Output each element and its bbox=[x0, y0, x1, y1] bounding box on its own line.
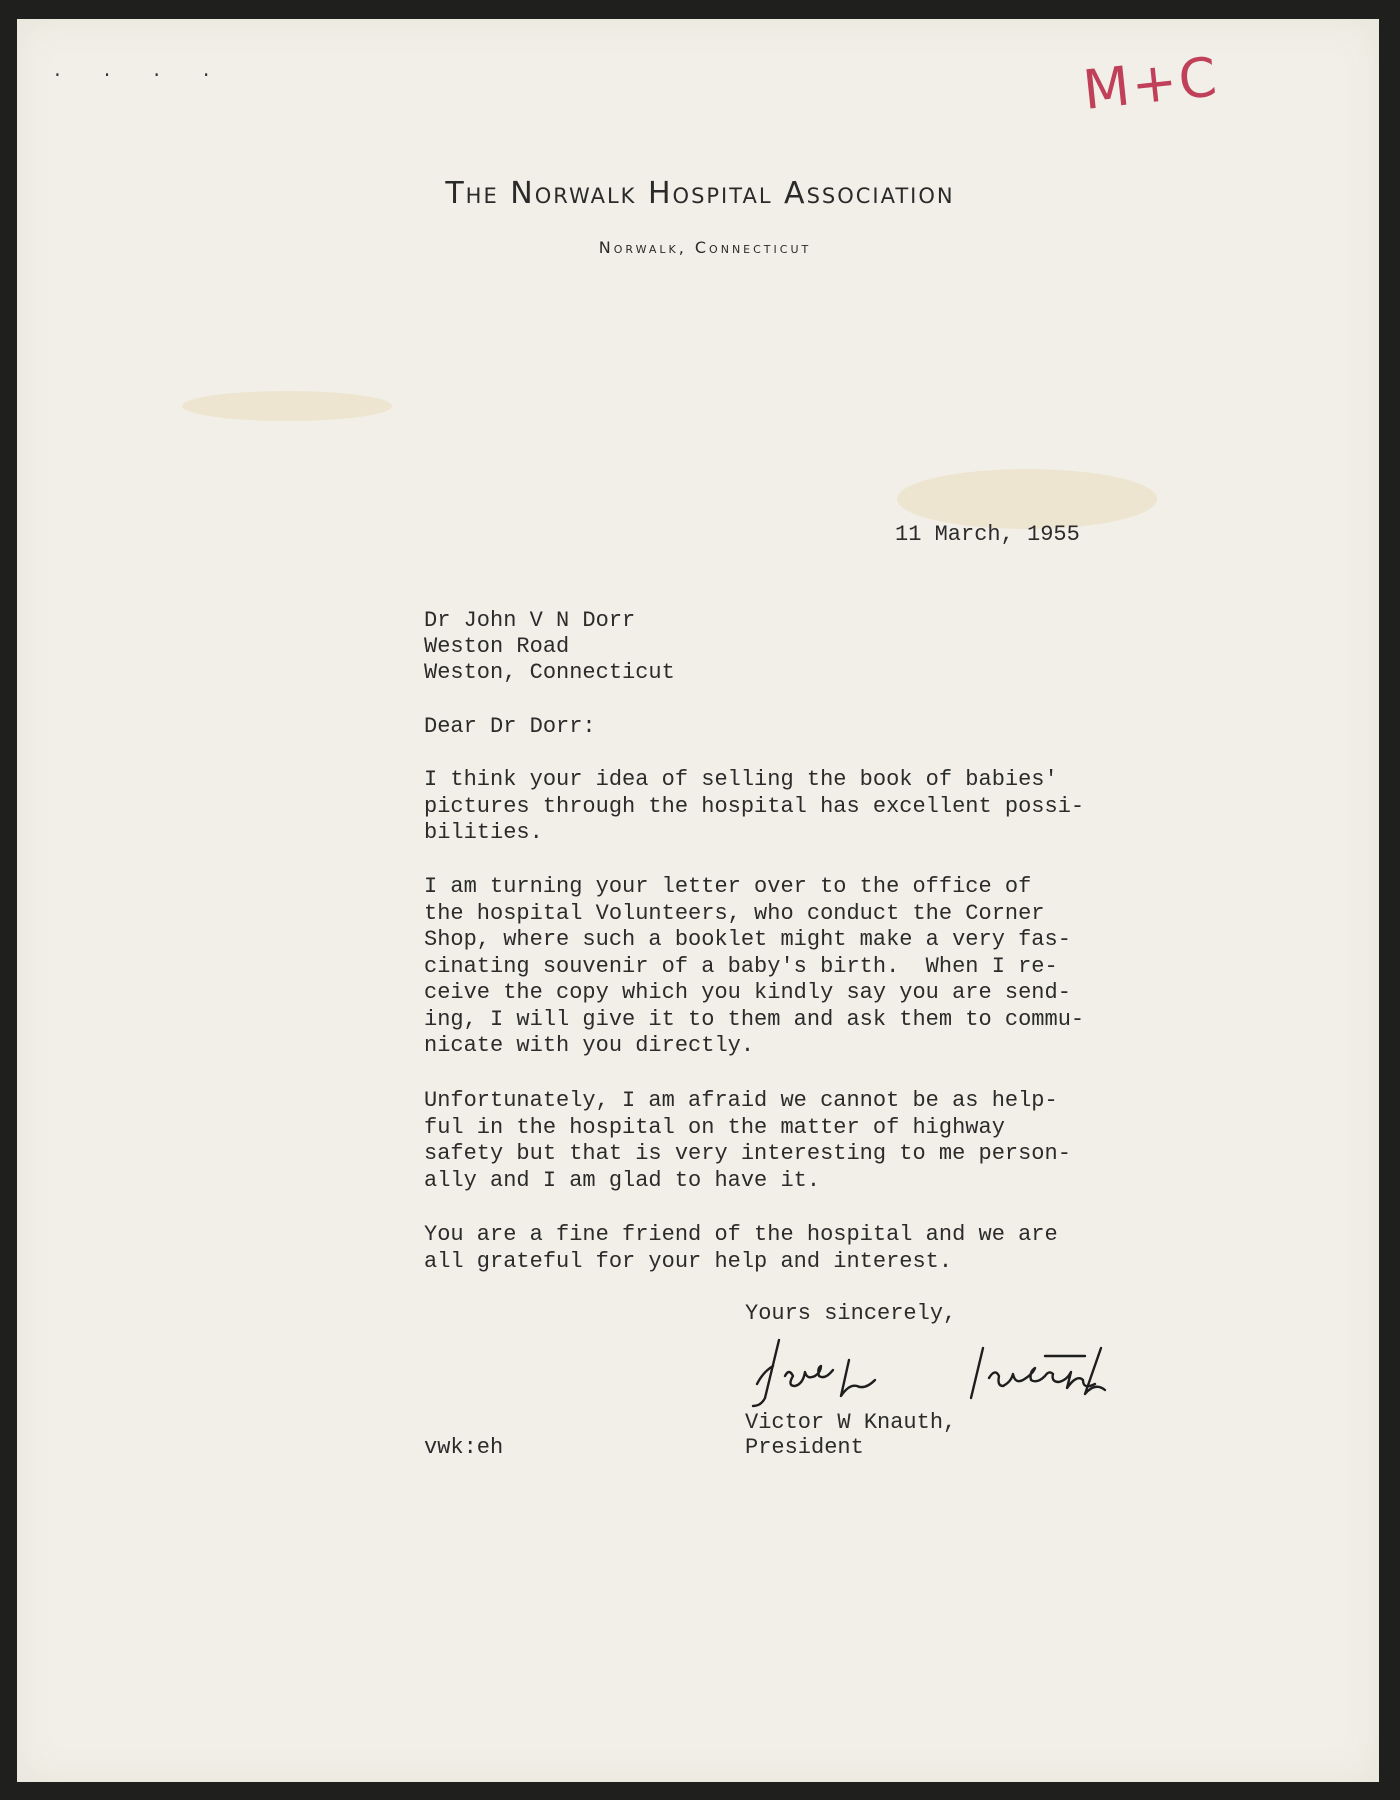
corner-marks: . . . . bbox=[52, 62, 226, 82]
water-stain bbox=[182, 391, 392, 421]
letterhead-name: The Norwalk Hospital Association bbox=[445, 176, 955, 211]
handwritten-signature bbox=[745, 1326, 1175, 1416]
water-stain bbox=[897, 469, 1157, 529]
body-paragraph-4: You are a fine friend of the hospital and we are all grateful for your help and interest. bbox=[424, 1222, 1058, 1274]
signer-name: Victor W Knauth, bbox=[745, 1410, 957, 1435]
handwritten-annotation: M+C bbox=[1080, 45, 1222, 122]
recipient-city: Weston, Connecticut bbox=[424, 660, 675, 685]
body-paragraph-3: Unfortunately, I am afraid we cannot be as help- ful in the hospital on the matter of highway safety but that is very interesting to me person- ally and I am glad to have it. bbox=[424, 1088, 1071, 1193]
typist-initials: vwk:eh bbox=[424, 1435, 504, 1460]
recipient-street: Weston Road bbox=[424, 634, 570, 659]
letterhead-location: Norwalk, Connecticut bbox=[598, 238, 812, 257]
letter-date: 11 March, 1955 bbox=[895, 522, 1080, 547]
signer-title: President bbox=[745, 1435, 864, 1460]
recipient-name: Dr John V N Dorr bbox=[424, 608, 636, 633]
body-paragraph-1: I think your idea of selling the book of babies' pictures through the hospital has excellent possi- bilities. bbox=[424, 767, 1085, 845]
body-paragraph-2: I am turning your letter over to the office of the hospital Volunteers, who conduct the Corner Shop, where such a booklet might make a very fas- cinating souvenir of a baby's birth. When I re- ceive the copy which you kindly say you are send- ing, I will give it to them and ask them to commu- nicate with you directly. bbox=[424, 874, 1085, 1058]
salutation: Dear Dr Dorr: bbox=[424, 714, 596, 739]
closing: Yours sincerely, bbox=[745, 1301, 957, 1326]
